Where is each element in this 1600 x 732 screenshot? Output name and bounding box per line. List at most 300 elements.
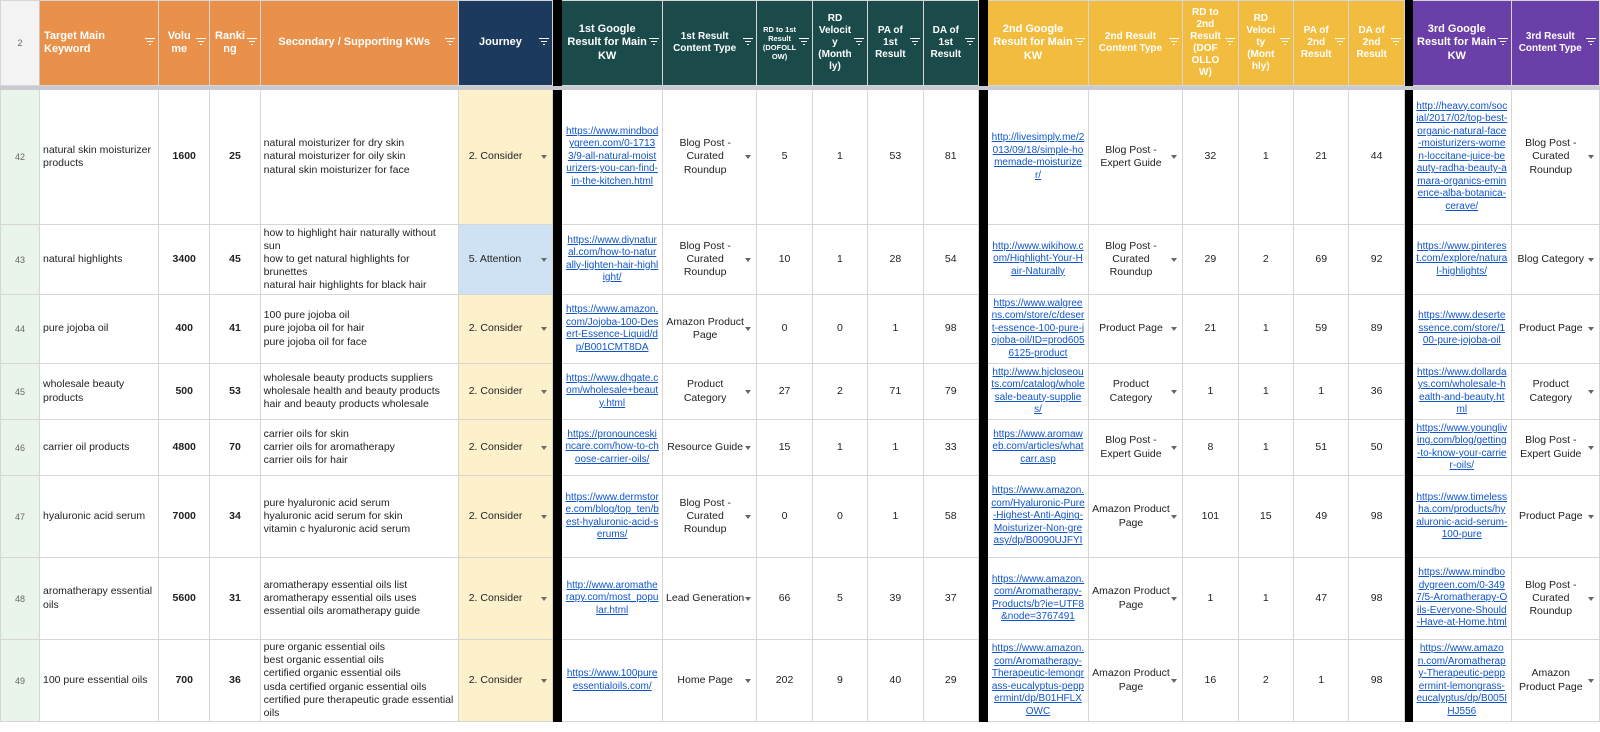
secondary-kws-cell[interactable]	[260, 558, 458, 640]
cell-value: Blog Post - Curated Roundup	[1525, 578, 1577, 618]
result-2-type-dropdown[interactable]	[1088, 364, 1182, 420]
filter-icon[interactable]	[743, 38, 753, 48]
velocity-2-cell[interactable]: 1	[1238, 420, 1293, 476]
dropdown-arrow-icon[interactable]	[541, 679, 547, 683]
cell-value: Blog Post - Expert Guide	[1100, 143, 1162, 169]
filter-icon[interactable]	[1075, 38, 1085, 48]
row-number[interactable]: 48	[1, 558, 40, 640]
cell-value: Amazon Product Page	[1518, 667, 1583, 693]
result-2-type-dropdown[interactable]	[1088, 476, 1182, 558]
secondary-kws-cell[interactable]	[260, 225, 458, 295]
pa-2-cell[interactable]: 59	[1294, 295, 1349, 364]
target-keyword-cell[interactable]: aromatherapy essential oils	[40, 558, 159, 640]
pa-1-cell[interactable]: 1	[868, 476, 923, 558]
da-1-cell[interactable]: 54	[923, 225, 978, 295]
journey-dropdown[interactable]	[458, 364, 552, 420]
row-number-header[interactable]: 2	[1, 1, 40, 86]
dropdown-arrow-icon[interactable]	[1588, 390, 1594, 394]
secondary-kws-cell[interactable]	[260, 90, 458, 225]
dropdown-arrow-icon[interactable]	[541, 446, 547, 450]
pa-1-cell[interactable]: 1	[868, 295, 923, 364]
da-2-cell[interactable]: 36	[1349, 364, 1404, 420]
header-label: 1st Google Result for Main KW	[567, 23, 647, 62]
secondary-kws-cell[interactable]	[260, 295, 458, 364]
pa-2-cell[interactable]: 51	[1294, 420, 1349, 476]
result-2-type-dropdown[interactable]	[1088, 640, 1182, 722]
cell-value: Blog Post - Curated Roundup	[679, 137, 731, 176]
cell-value: 2. Consider	[468, 322, 523, 335]
secondary-kw-line: hair and beauty products wholesale	[263, 398, 429, 411]
column-separator	[553, 90, 562, 225]
pa-2-cell[interactable]: 69	[1294, 225, 1349, 295]
dropdown-arrow-icon[interactable]	[541, 597, 547, 601]
da-1-cell[interactable]: 79	[923, 364, 978, 420]
filter-icon[interactable]	[1335, 38, 1345, 48]
journey-dropdown[interactable]	[458, 558, 552, 640]
column-separator	[1404, 558, 1412, 640]
velocity-1-cell[interactable]: 2	[812, 364, 867, 420]
result-2-link[interactable]: http://livesimply.me/2013/09/18/simple-homemade-moisturizer/	[988, 90, 1089, 225]
row-number[interactable]: 42	[1, 90, 40, 225]
da-2-cell[interactable]: 98	[1349, 476, 1404, 558]
velocity-1-cell[interactable]: 9	[812, 640, 867, 722]
result-1-link[interactable]: https://www.diynatural.com/how-to-naturally-lighten-hair-highlight/	[562, 225, 663, 295]
rd-2-cell[interactable]: 29	[1183, 225, 1238, 295]
table-row	[1, 364, 1600, 420]
cell-value: Product Category	[683, 378, 727, 404]
rd-1-cell[interactable]: 66	[757, 558, 812, 640]
cell-value: 2. Consider	[468, 673, 523, 686]
result-2-type-dropdown[interactable]	[1088, 295, 1182, 364]
column-separator	[1404, 295, 1412, 364]
secondary-kw-line: carrier oils for aromatherapy	[263, 440, 395, 453]
column-separator	[553, 558, 562, 640]
column-separator	[978, 90, 987, 225]
result-1-link[interactable]: https://www.mindbodygreen.com/0-17133/9-all-natural-moisturizers-you-can-find-in-the-kitchen.html	[562, 90, 663, 225]
column-separator	[553, 420, 562, 476]
cell-value: Blog Post - Curated Roundup	[679, 496, 731, 536]
dropdown-arrow-icon[interactable]	[541, 258, 547, 262]
pa-2-cell[interactable]: 1	[1294, 640, 1349, 722]
result-1-type-dropdown[interactable]	[662, 420, 756, 476]
column-separator	[553, 640, 562, 722]
dropdown-arrow-icon[interactable]	[541, 515, 547, 519]
pa-1-cell[interactable]: 40	[868, 640, 923, 722]
result-3-type-dropdown[interactable]	[1511, 295, 1599, 364]
result-1-type-dropdown[interactable]	[662, 476, 756, 558]
header-da-1st[interactable]	[923, 1, 978, 86]
column-separator	[978, 640, 987, 722]
dropdown-arrow-icon[interactable]	[1588, 155, 1594, 159]
rd-2-cell[interactable]: 1	[1183, 558, 1238, 640]
rd-2-cell[interactable]: 101	[1183, 476, 1238, 558]
velocity-2-cell[interactable]: 2	[1238, 225, 1293, 295]
header-2nd-google-result[interactable]	[988, 1, 1089, 86]
dropdown-arrow-icon[interactable]	[745, 679, 751, 683]
column-separator	[978, 420, 987, 476]
rd-2-cell[interactable]: 1	[1183, 364, 1238, 420]
result-3-link[interactable]: https://www.pinterest.com/explore/natural-highlights/	[1413, 225, 1512, 295]
header-label: 3rd Google Result for Main KW	[1417, 23, 1497, 62]
result-1-type-dropdown[interactable]	[662, 364, 756, 420]
table-row	[1, 225, 1600, 295]
dropdown-arrow-icon[interactable]	[745, 390, 751, 394]
da-2-cell[interactable]: 50	[1349, 420, 1404, 476]
ranking-cell[interactable]: 45	[210, 225, 260, 295]
filter-icon[interactable]	[196, 38, 206, 48]
result-3-type-dropdown[interactable]	[1511, 476, 1599, 558]
filter-icon[interactable]	[1169, 38, 1179, 48]
row-number[interactable]: 46	[1, 420, 40, 476]
result-3-type-dropdown[interactable]	[1511, 558, 1599, 640]
velocity-1-cell[interactable]: 5	[812, 558, 867, 640]
filter-icon[interactable]	[247, 38, 257, 48]
header-rd-velocity-2nd[interactable]	[1238, 1, 1293, 86]
dropdown-arrow-icon[interactable]	[745, 258, 751, 262]
secondary-kws-cell[interactable]	[260, 476, 458, 558]
journey-dropdown[interactable]	[458, 420, 552, 476]
header-label: DA of 1st Result	[930, 25, 962, 60]
result-3-link[interactable]: https://www.dollardays.com/wholesale-health-and-beauty.html	[1413, 364, 1512, 420]
dropdown-arrow-icon[interactable]	[745, 446, 751, 450]
rd-2-cell[interactable]: 8	[1183, 420, 1238, 476]
rd-1-cell[interactable]: 27	[757, 364, 812, 420]
rd-1-cell[interactable]: 0	[757, 295, 812, 364]
da-2-cell[interactable]: 89	[1349, 295, 1404, 364]
dropdown-arrow-icon[interactable]	[541, 327, 547, 331]
journey-dropdown[interactable]	[458, 476, 552, 558]
result-3-link[interactable]: https://www.timelessha.com/products/hyaluronic-acid-serum-100-pure	[1413, 476, 1512, 558]
table-row	[1, 295, 1600, 364]
filter-icon[interactable]	[1225, 38, 1235, 48]
velocity-2-cell[interactable]: 2	[1238, 640, 1293, 722]
secondary-kw-line: essential oils aromatherapy guide	[263, 605, 421, 618]
secondary-kw-line: natural hair highlights for black hair	[263, 279, 427, 292]
result-2-link[interactable]: http://www.wikihow.com/Highlight-Your-Hair-Naturally	[988, 225, 1089, 295]
journey-dropdown[interactable]	[458, 90, 552, 225]
column-separator	[978, 558, 987, 640]
secondary-kw-line: natural moisturizer for dry skin	[263, 137, 405, 150]
velocity-2-cell[interactable]: 1	[1238, 558, 1293, 640]
cell-value: Home Page	[677, 673, 733, 686]
velocity-1-cell[interactable]: 1	[812, 90, 867, 225]
result-1-link[interactable]: https://www.100pureessentialoils.com/	[562, 640, 663, 722]
result-1-type-dropdown[interactable]	[662, 90, 756, 225]
velocity-2-cell[interactable]: 15	[1238, 476, 1293, 558]
da-2-cell[interactable]: 98	[1349, 558, 1404, 640]
target-keyword-cell[interactable]: pure jojoba oil	[40, 295, 159, 364]
header-label: Target Main Keyword	[44, 29, 105, 55]
result-2-link[interactable]: https://www.walgreens.com/store/c/desert-essence-100-pure-jojoba-oil/ID=prod6056125-product	[988, 295, 1089, 364]
row-number[interactable]: 43	[1, 225, 40, 295]
volume-cell[interactable]: 500	[159, 364, 210, 420]
header-target-main-keyword[interactable]	[40, 1, 159, 86]
header-pa-1st[interactable]	[868, 1, 923, 86]
header-1st-google-result[interactable]	[562, 1, 663, 86]
filter-icon[interactable]	[1498, 38, 1508, 48]
filter-icon[interactable]	[1391, 38, 1401, 48]
da-1-cell[interactable]: 33	[923, 420, 978, 476]
volume-cell[interactable]: 4800	[159, 420, 210, 476]
rd-1-cell[interactable]: 5	[757, 90, 812, 225]
volume-cell[interactable]: 7000	[159, 476, 210, 558]
cell-value: Blog Post - Expert Guide	[1100, 434, 1162, 460]
result-3-type-dropdown[interactable]	[1511, 225, 1599, 295]
velocity-1-cell[interactable]: 1	[812, 420, 867, 476]
secondary-kw-line: pure jojoba oil for hair	[263, 322, 365, 335]
secondary-kw-line: how to get natural highlights for brunettes	[263, 252, 410, 279]
secondary-kw-line: pure organic essential oils	[263, 641, 386, 654]
header-3rd-content-type[interactable]	[1511, 1, 1599, 86]
result-1-type-dropdown[interactable]	[662, 225, 756, 295]
filter-icon[interactable]	[910, 38, 920, 48]
pa-1-cell[interactable]: 71	[868, 364, 923, 420]
filter-icon[interactable]	[854, 38, 864, 48]
header-volume[interactable]	[159, 1, 210, 86]
volume-cell[interactable]: 1600	[159, 90, 210, 225]
da-2-cell[interactable]: 44	[1349, 90, 1404, 225]
target-keyword-cell[interactable]: carrier oil products	[40, 420, 159, 476]
pa-1-cell[interactable]: 39	[868, 558, 923, 640]
result-2-type-dropdown[interactable]	[1088, 420, 1182, 476]
header-label: RD to 2nd Result (DOF OLLO W)	[1190, 7, 1221, 78]
ranking-cell[interactable]: 41	[210, 295, 260, 364]
volume-cell[interactable]: 5600	[159, 558, 210, 640]
column-separator	[1404, 476, 1412, 558]
da-1-cell[interactable]: 58	[923, 476, 978, 558]
header-rd-velocity-1st[interactable]	[812, 1, 867, 86]
header-da-2nd[interactable]	[1349, 1, 1404, 86]
dropdown-arrow-icon[interactable]	[1588, 327, 1594, 331]
cell-value: Lead Generation	[666, 591, 745, 604]
result-1-link[interactable]: https://www.dhgate.com/wholesale+beauty.html	[562, 364, 663, 420]
secondary-kws-cell[interactable]	[260, 640, 458, 722]
result-3-type-dropdown[interactable]	[1511, 90, 1599, 225]
dropdown-arrow-icon[interactable]	[1171, 258, 1177, 262]
pa-2-cell[interactable]: 1	[1294, 364, 1349, 420]
header-label: RD Veloci ty (Mont hly)	[1246, 13, 1276, 72]
ranking-cell[interactable]: 31	[210, 558, 260, 640]
da-1-cell[interactable]: 29	[923, 640, 978, 722]
column-separator	[553, 476, 562, 558]
header-rd-to-2nd[interactable]	[1183, 1, 1238, 86]
cell-value: Amazon Product Page	[1092, 585, 1170, 611]
volume-cell[interactable]: 400	[159, 295, 210, 364]
header-pa-2nd[interactable]	[1294, 1, 1349, 86]
header-label: RD Velocit y (Month ly)	[818, 13, 852, 72]
ranking-cell[interactable]: 36	[210, 640, 260, 722]
velocity-1-cell[interactable]: 1	[812, 225, 867, 295]
column-separator	[1404, 90, 1412, 225]
dropdown-arrow-icon[interactable]	[745, 155, 751, 159]
velocity-2-cell[interactable]: 1	[1238, 90, 1293, 225]
result-1-link[interactable]: https://www.dermstore.com/blog/top_ten/best-hyaluronic-acid-serums/	[562, 476, 663, 558]
column-separator	[1404, 1, 1412, 86]
header-1st-content-type[interactable]	[662, 1, 756, 86]
filter-icon[interactable]	[799, 38, 809, 48]
result-1-link[interactable]: https://www.amazon.com/Jojoba-100-Desert-Essence-Liquid/dp/B001CMT8DA	[562, 295, 663, 364]
result-2-link[interactable]: http://www.hjcloseouts.com/catalog/wholesale-beauty-supplies/	[988, 364, 1089, 420]
filter-icon[interactable]	[649, 38, 659, 48]
table-row	[1, 476, 1600, 558]
dropdown-arrow-icon[interactable]	[1171, 327, 1177, 331]
cell-value: Product Category	[1109, 378, 1153, 404]
result-2-type-dropdown[interactable]	[1088, 558, 1182, 640]
filter-icon[interactable]	[965, 38, 975, 48]
secondary-kws-cell[interactable]	[260, 420, 458, 476]
cell-value: 5. Attention	[468, 252, 522, 265]
result-2-link[interactable]: https://www.aromaweb.com/articles/whatcarr.asp	[988, 420, 1089, 476]
cell-value: Amazon Product Page	[1092, 667, 1170, 693]
pa-2-cell[interactable]: 21	[1294, 90, 1349, 225]
result-2-type-dropdown[interactable]	[1088, 225, 1182, 295]
da-1-cell[interactable]: 98	[923, 295, 978, 364]
rd-1-cell[interactable]: 15	[757, 420, 812, 476]
velocity-2-cell[interactable]: 1	[1238, 364, 1293, 420]
header-ranking[interactable]	[210, 1, 260, 86]
da-1-cell[interactable]: 37	[923, 558, 978, 640]
filter-icon[interactable]	[445, 38, 455, 48]
ranking-cell[interactable]: 25	[210, 90, 260, 225]
volume-cell[interactable]: 700	[159, 640, 210, 722]
result-3-link[interactable]: https://www.youngliving.com/blog/getting-to-know-your-carrier-oils/	[1413, 420, 1512, 476]
dropdown-arrow-icon[interactable]	[1171, 679, 1177, 683]
table-row	[1, 640, 1600, 722]
dropdown-arrow-icon[interactable]	[745, 515, 751, 519]
pa-2-cell[interactable]: 47	[1294, 558, 1349, 640]
row-number[interactable]: 49	[1, 640, 40, 722]
column-separator	[1404, 640, 1412, 722]
target-keyword-cell[interactable]: wholesale beauty products	[40, 364, 159, 420]
filter-icon[interactable]	[539, 38, 549, 48]
da-1-cell[interactable]: 81	[923, 90, 978, 225]
pa-1-cell[interactable]: 28	[868, 225, 923, 295]
result-3-type-dropdown[interactable]	[1511, 364, 1599, 420]
result-2-link[interactable]: https://www.amazon.com/Hyaluronic-Pure-Highest-Anti-Aging-Moisturizer-Non-greasy/dp/B0090UJFYI	[988, 476, 1089, 558]
ranking-cell[interactable]: 34	[210, 476, 260, 558]
dropdown-arrow-icon[interactable]	[1588, 679, 1594, 683]
secondary-kw-line: aromatherapy essential oils list	[263, 578, 408, 591]
velocity-1-cell[interactable]: 0	[812, 476, 867, 558]
result-3-type-dropdown[interactable]	[1511, 640, 1599, 722]
da-2-cell[interactable]: 98	[1349, 640, 1404, 722]
result-2-link[interactable]: https://www.amazon.com/Aromatherapy-Therapeutic-lemongrass-eucalyptus-peppermint/dp/B01HFLXOWC	[988, 640, 1089, 722]
dropdown-arrow-icon[interactable]	[1171, 390, 1177, 394]
da-2-cell[interactable]: 92	[1349, 225, 1404, 295]
dropdown-arrow-icon[interactable]	[1588, 446, 1594, 450]
target-keyword-cell[interactable]: natural highlights	[40, 225, 159, 295]
header-label: PA of 2nd Result	[1300, 25, 1332, 60]
column-separator	[1404, 225, 1412, 295]
secondary-kw-line: pure hyaluronic acid serum	[263, 496, 390, 509]
result-1-type-dropdown[interactable]	[662, 640, 756, 722]
volume-cell[interactable]: 3400	[159, 225, 210, 295]
header-label: RD to 1st Result (DOFOLL OW)	[762, 25, 797, 61]
journey-dropdown[interactable]	[458, 225, 552, 295]
dropdown-arrow-icon[interactable]	[1588, 597, 1594, 601]
dropdown-arrow-icon[interactable]	[1588, 515, 1594, 519]
journey-dropdown[interactable]	[458, 295, 552, 364]
target-keyword-cell[interactable]: hyaluronic acid serum	[40, 476, 159, 558]
rd-2-cell[interactable]: 21	[1183, 295, 1238, 364]
pa-1-cell[interactable]: 53	[868, 90, 923, 225]
result-1-type-dropdown[interactable]	[662, 295, 756, 364]
header-2nd-content-type[interactable]	[1088, 1, 1182, 86]
dropdown-arrow-icon[interactable]	[1171, 597, 1177, 601]
result-2-type-dropdown[interactable]	[1088, 90, 1182, 225]
result-3-link[interactable]: https://www.mindbodygreen.com/0-3497/5-Aromatherapy-Oils-Everyone-Should-Have-at-Home.html	[1413, 558, 1512, 640]
rd-2-cell[interactable]: 32	[1183, 90, 1238, 225]
result-3-link[interactable]: https://www.desertessence.com/store/100-pure-jojoba-oil	[1413, 295, 1512, 364]
table-row	[1, 558, 1600, 640]
ranking-cell[interactable]: 53	[210, 364, 260, 420]
rd-1-cell[interactable]: 202	[757, 640, 812, 722]
row-number[interactable]: 47	[1, 476, 40, 558]
dropdown-arrow-icon[interactable]	[745, 327, 751, 331]
header-label: Volu me	[167, 29, 191, 55]
rd-1-cell[interactable]: 0	[757, 476, 812, 558]
table-row	[1, 420, 1600, 476]
velocity-1-cell[interactable]: 0	[812, 295, 867, 364]
ranking-cell[interactable]: 70	[210, 420, 260, 476]
dropdown-arrow-icon[interactable]	[1171, 446, 1177, 450]
result-3-link[interactable]: https://www.amazon.com/Aromatherapy-Therapeutic-peppermint-lemongrass-eucalyptus/dp/B005IHJ556	[1413, 640, 1512, 722]
row-number[interactable]: 45	[1, 364, 40, 420]
header-rd-to-1st[interactable]	[757, 1, 812, 86]
secondary-kw-line: certified pure therapeutic grade essential oils	[263, 693, 454, 719]
dropdown-arrow-icon[interactable]	[1171, 155, 1177, 159]
rd-2-cell[interactable]: 16	[1183, 640, 1238, 722]
result-1-type-dropdown[interactable]	[662, 558, 756, 640]
dropdown-arrow-icon[interactable]	[745, 597, 751, 601]
pa-2-cell[interactable]: 49	[1294, 476, 1349, 558]
result-1-link[interactable]: https://pronounceskincare.com/how-to-choose-carrier-oils/	[562, 420, 663, 476]
filter-icon[interactable]	[1586, 38, 1596, 48]
target-keyword-cell[interactable]: natural skin moisturizer products	[40, 90, 159, 225]
target-keyword-cell[interactable]: 100 pure essential oils	[40, 640, 159, 722]
dropdown-arrow-icon[interactable]	[541, 155, 547, 159]
dropdown-arrow-icon[interactable]	[1171, 515, 1177, 519]
cell-value: 2. Consider	[468, 384, 523, 397]
result-3-link[interactable]: http://heavy.com/social/2017/02/top-best-organic-natural-face-moisturizers-women-loccitane-juice-beauty-radha-beauty-amara-organics-eminence-alba-botanica-cerave/	[1413, 90, 1512, 225]
cell-value: Amazon Product Page	[1092, 503, 1170, 529]
secondary-kw-line: how to highlight hair naturally without sun	[263, 226, 436, 252]
result-3-type-dropdown[interactable]	[1511, 420, 1599, 476]
filter-icon[interactable]	[145, 38, 155, 48]
filter-icon[interactable]	[1280, 38, 1290, 48]
column-separator	[1404, 364, 1412, 420]
rd-1-cell[interactable]: 10	[757, 225, 812, 295]
header-3rd-google-result[interactable]	[1413, 1, 1512, 86]
journey-dropdown[interactable]	[458, 640, 552, 722]
header-secondary-kws[interactable]	[260, 1, 458, 86]
pa-1-cell[interactable]: 1	[868, 420, 923, 476]
header-journey[interactable]	[458, 1, 552, 86]
dropdown-arrow-icon[interactable]	[1588, 258, 1594, 262]
secondary-kw-line: certified organic essential oils	[263, 667, 401, 680]
result-2-link[interactable]: https://www.amazon.com/Aromatherapy-Products/b?ie=UTF8&node=3767491	[988, 558, 1089, 640]
column-separator	[553, 364, 562, 420]
header-label: PA of 1st Result	[875, 25, 906, 60]
secondary-kws-cell[interactable]	[260, 364, 458, 420]
column-separator	[978, 225, 987, 295]
row-number[interactable]: 44	[1, 295, 40, 364]
result-1-link[interactable]: http://www.aromatherapy.com/most_popular.html	[562, 558, 663, 640]
column-separator	[553, 295, 562, 364]
dropdown-arrow-icon[interactable]	[541, 390, 547, 394]
velocity-2-cell[interactable]: 1	[1238, 295, 1293, 364]
header-label: 1st Result Content Type	[673, 31, 737, 54]
